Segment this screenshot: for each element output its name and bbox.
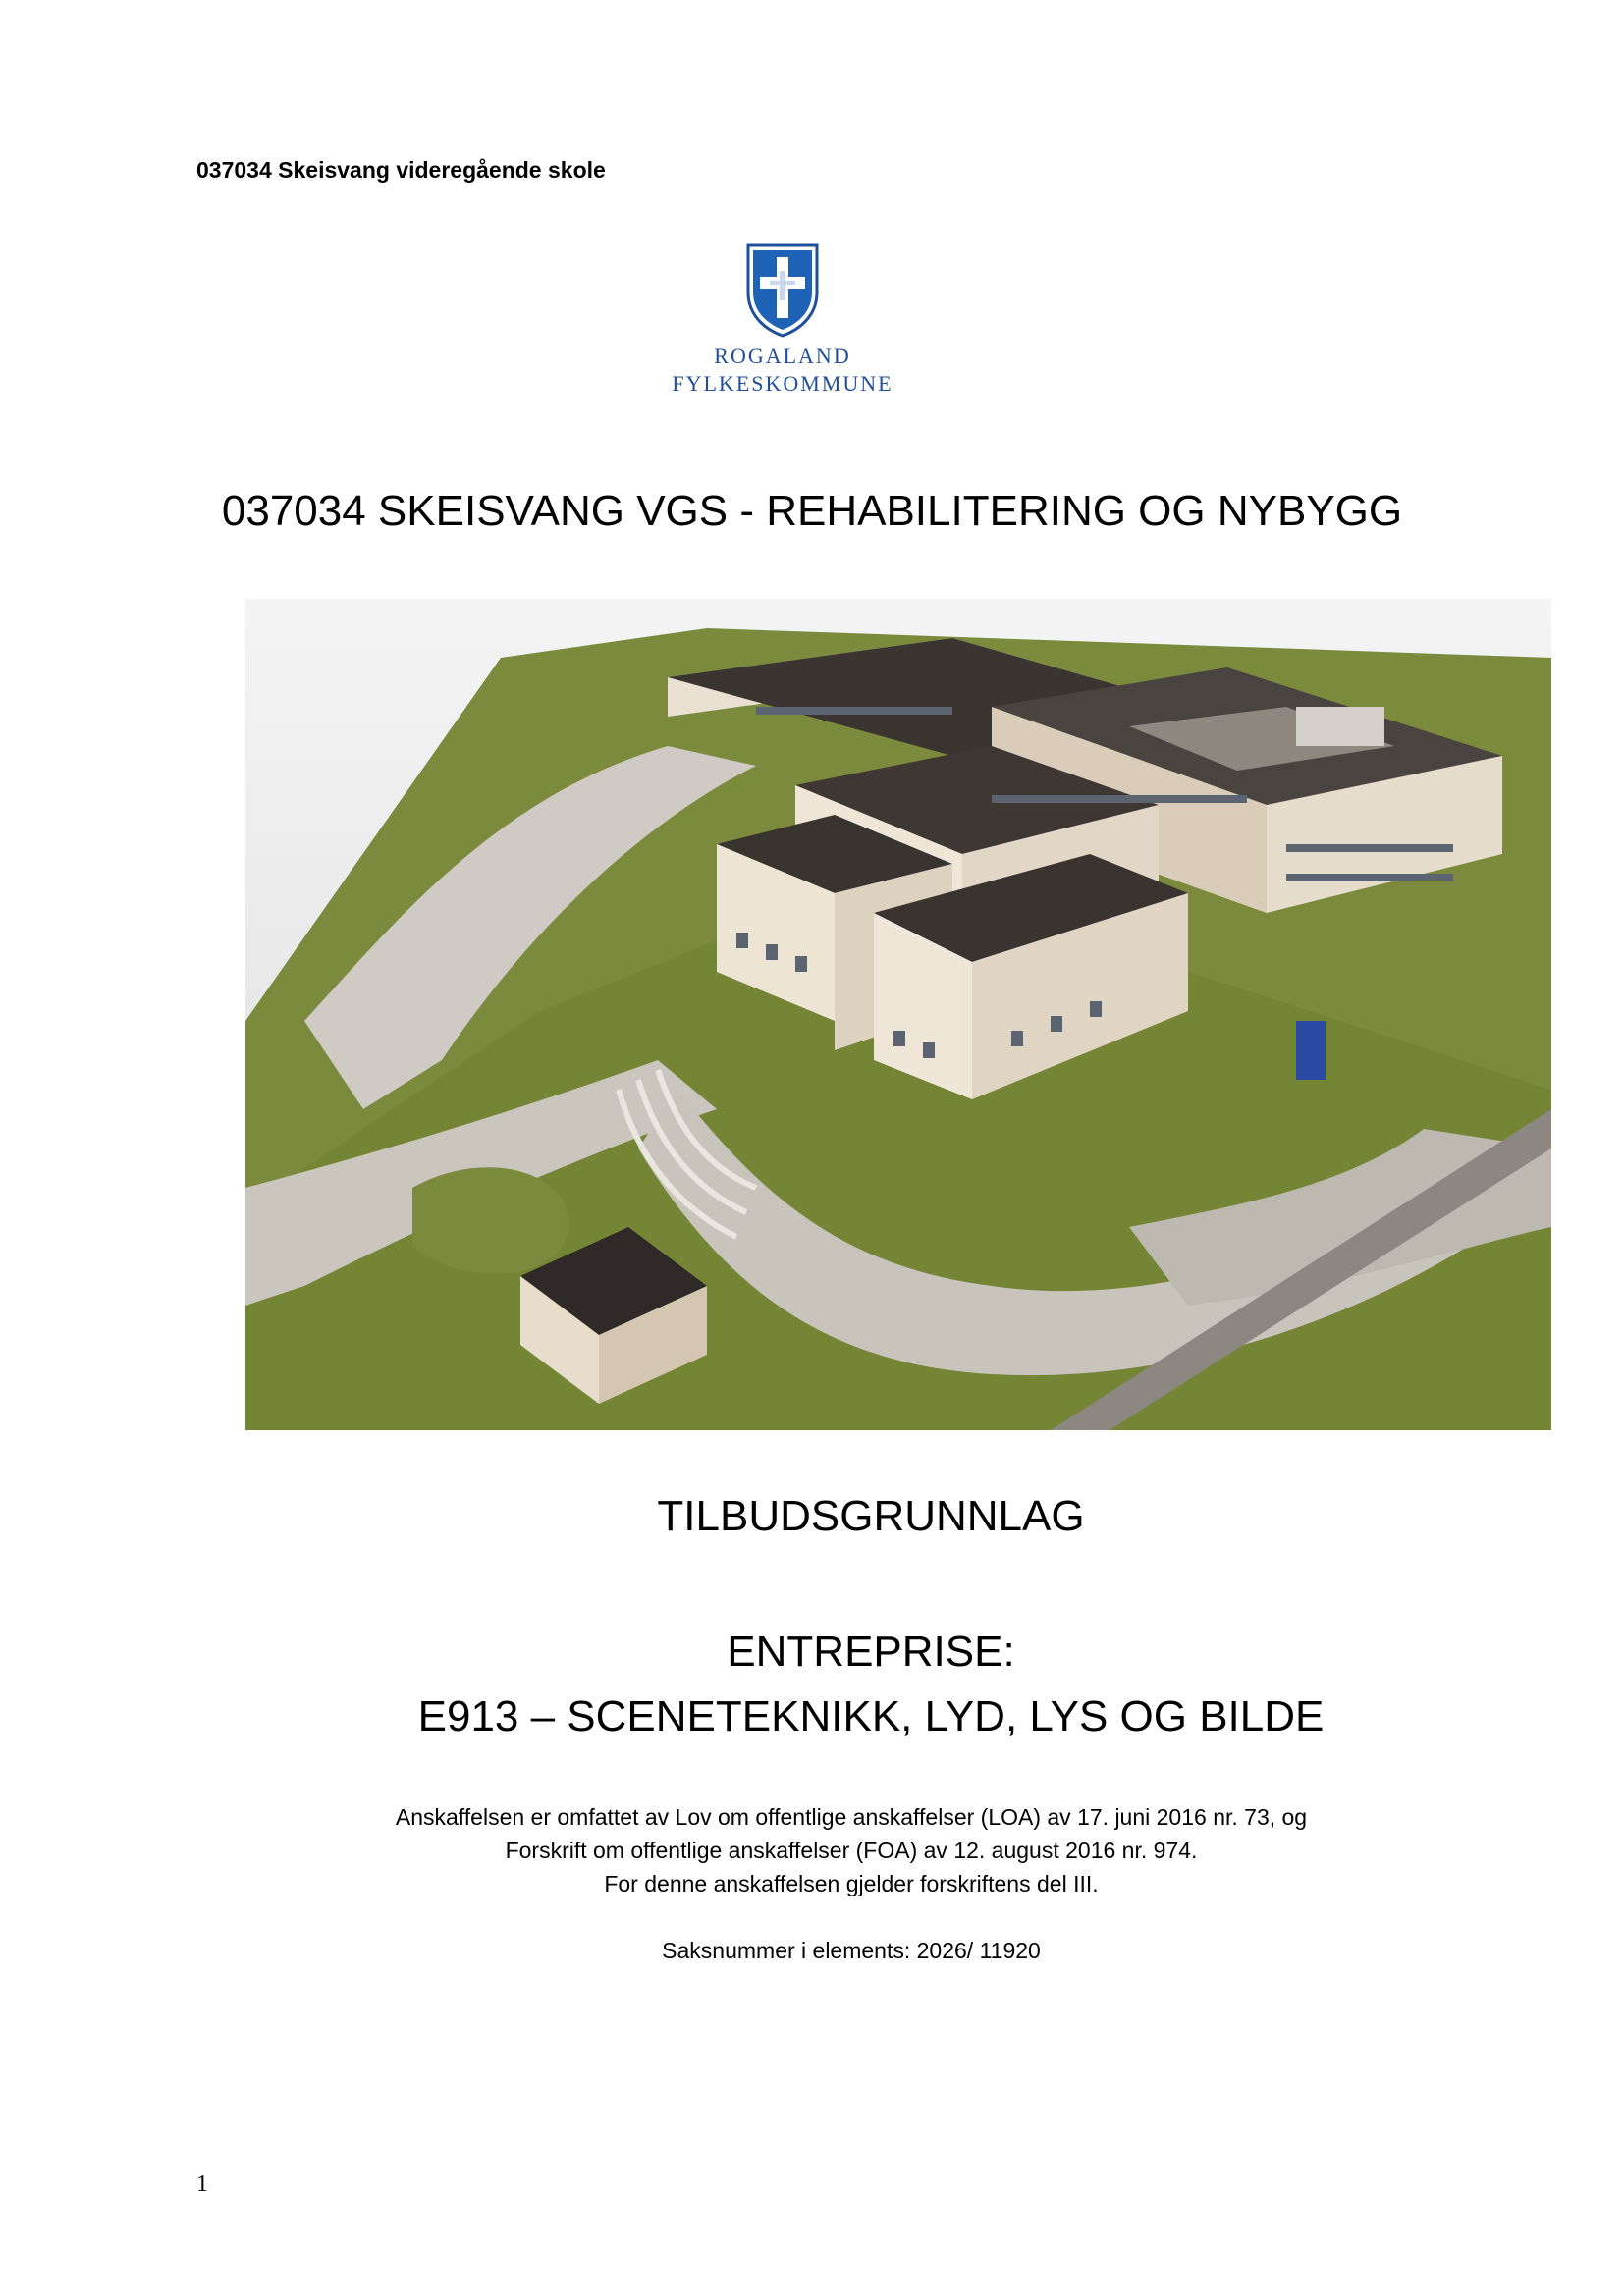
rogaland-coat-of-arms-icon [744, 241, 821, 338]
building-aerial-render [245, 599, 1551, 1430]
document-title: 037034 SKEISVANG VGS - REHABILITERING OG NYBYGG [221, 487, 1403, 535]
legal-text-line: Forskrift om offentlige anskaffelser (FOA) av 12. august 2016 nr. 974. [505, 1838, 1198, 1863]
rogaland-logo [660, 241, 905, 399]
entreprise-label: ENTREPRISE: [727, 1628, 1015, 1676]
logo-text-rogaland: ROGALAND [714, 344, 851, 368]
document-subtitle: TILBUDSGRUNNLAG [657, 1492, 1085, 1540]
page-number: 1 [196, 2171, 208, 2197]
logo-text-fylkeskommune: FYLKESKOMMUNE [672, 371, 893, 396]
legal-text-line: Anskaffelsen er omfattet av Lov om offentlige anskaffelser (LOA) av 17. juni 2016 nr. 73, og [395, 1804, 1308, 1830]
legal-text-line: For denne anskaffelsen gjelder forskriftens del III. [604, 1871, 1099, 1896]
document-header: 037034 Skeisvang videregående skole [196, 157, 606, 183]
entreprise-name: E913 – SCENETEKNIKK, LYD, LYS OG BILDE [417, 1692, 1325, 1740]
case-number: Saksnummer i elements: 2026/ 11920 [662, 1938, 1041, 1963]
